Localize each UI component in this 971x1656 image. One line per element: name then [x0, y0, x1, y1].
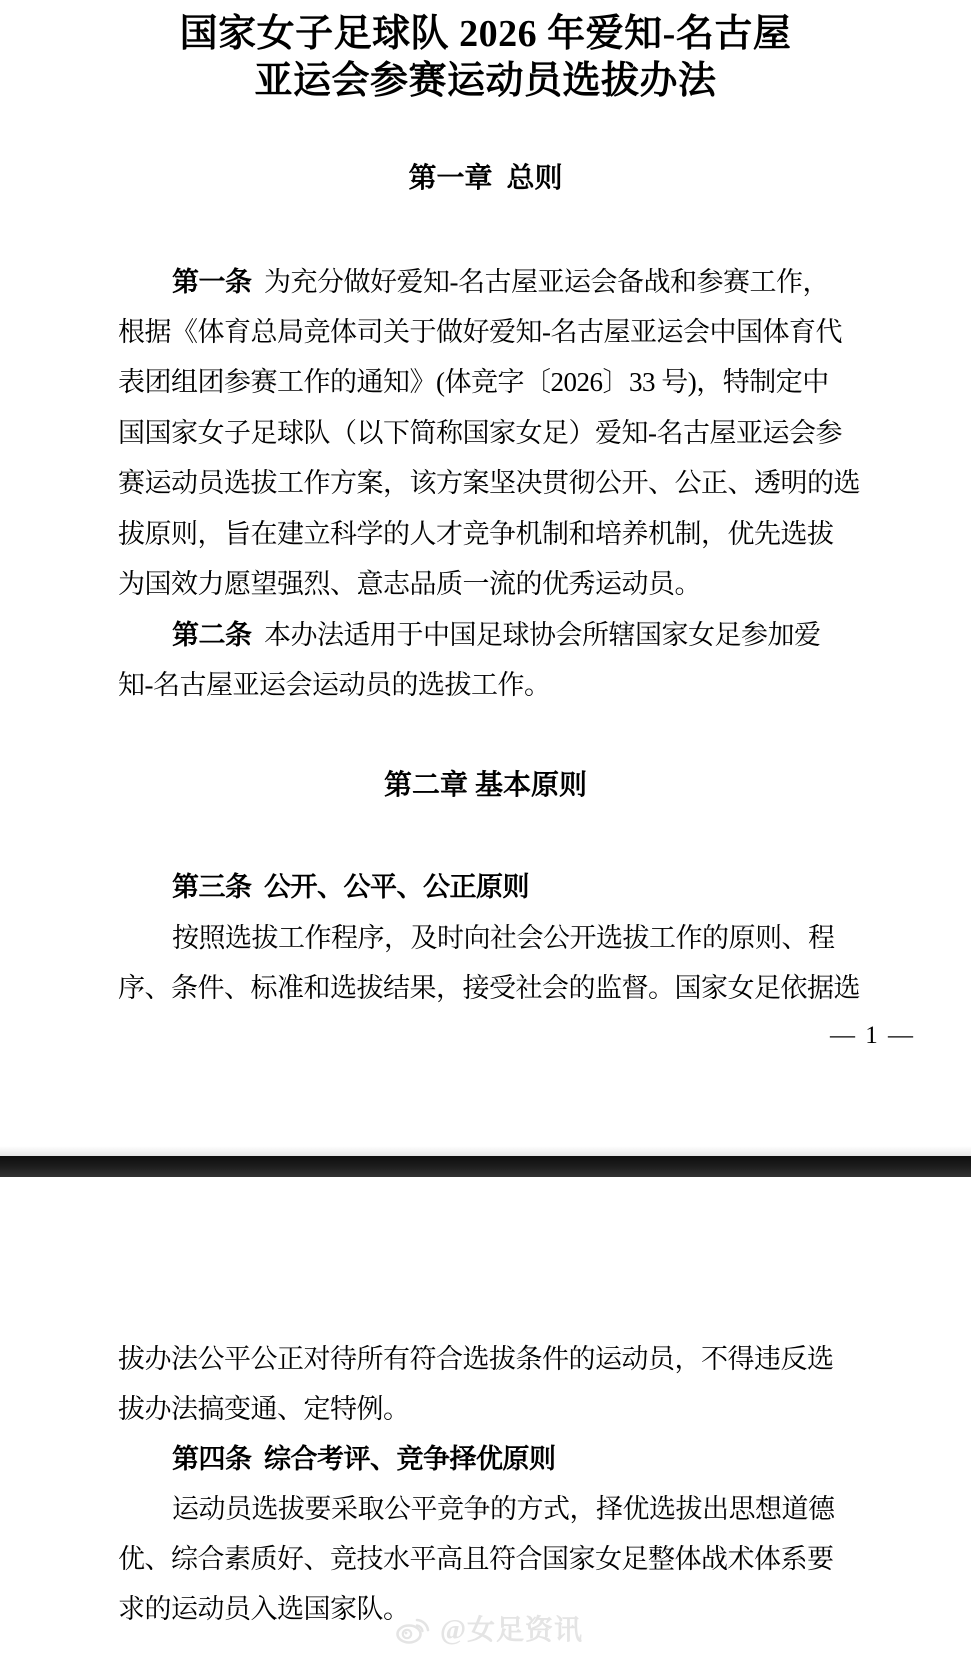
weibo-icon	[394, 1611, 432, 1645]
article-1-line-7: 为国效力愿望强烈、意志品质一流的优秀运动员。	[118, 569, 701, 599]
chapter-1-heading: 第一章 总则	[408, 163, 563, 194]
article-1-line-2: 根据《体育总局竞体司关于做好爱知-名古屋亚运会中国体育代	[118, 317, 842, 347]
chapter-2-heading: 第二章 基本原则	[383, 770, 587, 801]
article-4-line-3: 求的运动员入选国家队。	[118, 1594, 410, 1624]
article-1-line-3: 表团组团参赛工作的通知》(体竞字〔2026〕33 号)，特制定中	[118, 367, 829, 397]
document-title-line-2: 亚运会参赛运动员选拔办法	[254, 60, 717, 102]
article-2-line-2: 知-名古屋亚运会运动员的选拔工作。	[118, 670, 551, 700]
page-separator-band	[0, 1156, 971, 1177]
document-title-line-1: 国家女子足球队 2026 年爱知-名古屋	[179, 13, 792, 55]
page2-line-1: 拔办法公平公正对待所有符合选拔条件的运动员，不得违反选	[118, 1344, 834, 1374]
watermark-handle: @女足资讯	[440, 1615, 584, 1646]
article-1-label: 第一条	[172, 267, 252, 297]
page-number: — 1 —	[830, 1022, 915, 1049]
article-3-line-2: 序、条件、标准和选拔结果，接受社会的监督。国家女足依据选	[118, 973, 860, 1003]
article-2-line-1	[118, 610, 952, 660]
page2-line-2: 拔办法搞变通、定特例。	[118, 1394, 410, 1424]
article-1-opening-text: 为充分做好爱知-名古屋亚运会备战和参赛工作，	[251, 267, 829, 297]
article-1-line-6: 拔原则，旨在建立科学的人才竞争机制和培养机制，优先选拔	[118, 519, 834, 549]
article-3-heading: 第三条 公开、公平、公正原则	[172, 872, 529, 902]
watermark	[394, 1608, 583, 1648]
article-1-line-1	[118, 257, 952, 307]
article-4-line-1: 运动员选拔要采取公平竞争的方式，择优选拔出思想道德	[172, 1494, 835, 1524]
article-2-label: 第二条	[172, 620, 252, 650]
page-edge-shadow	[0, 1146, 971, 1156]
article-4-line-2: 优、综合素质好、竞技水平高且符合国家女足整体战术体系要	[118, 1544, 834, 1574]
article-4-heading: 第四条 综合考评、竞争择优原则	[172, 1444, 556, 1474]
article-1-line-4: 国国家女子足球队（以下简称国家女足）爱知-名古屋亚运会参	[118, 418, 842, 448]
article-2-opening-text: 本办法适用于中国足球协会所辖国家女足参加爱	[251, 620, 821, 650]
article-1-line-5: 赛运动员选拔工作方案，该方案坚决贯彻公开、公正、透明的选	[118, 468, 860, 498]
article-3-line-1: 按照选拔工作程序，及时向社会公开选拔工作的原则、程	[172, 923, 835, 953]
